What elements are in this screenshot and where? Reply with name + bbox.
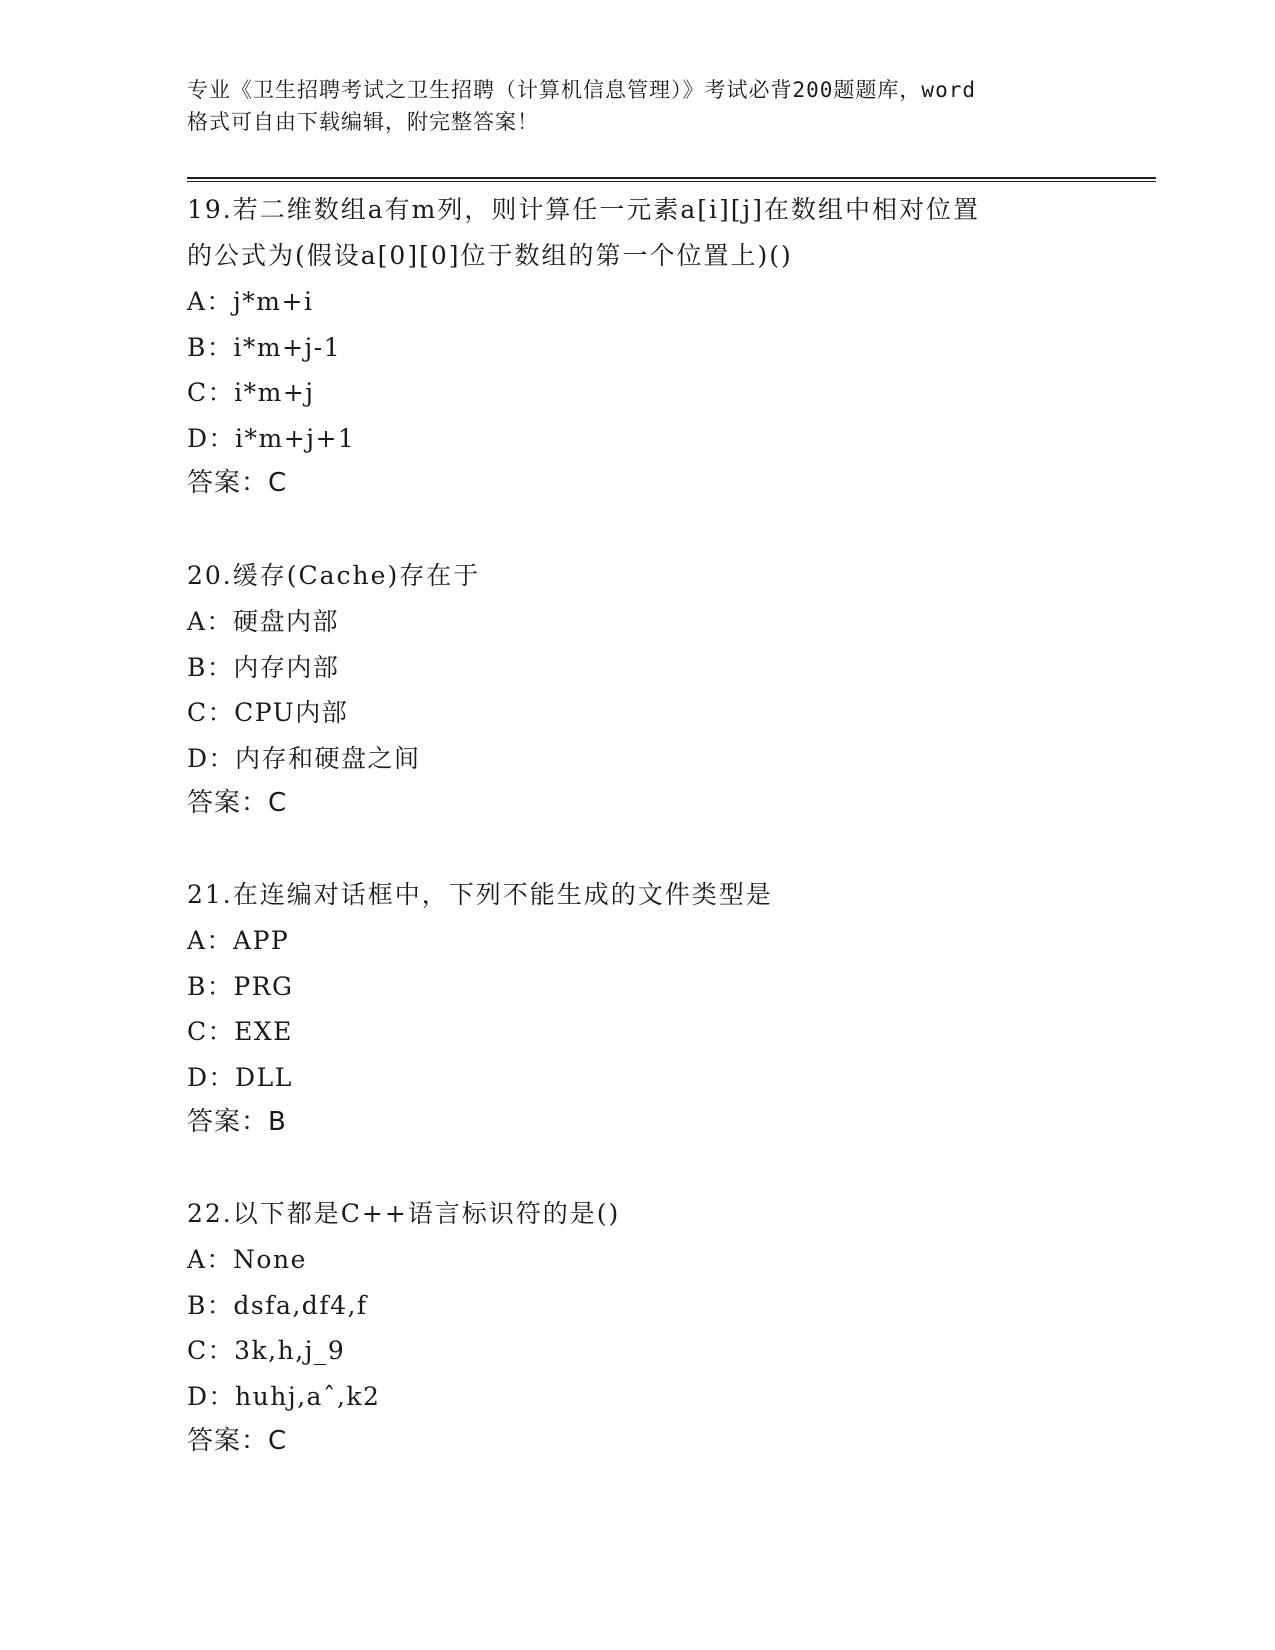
option-c: C：EXE [187, 1017, 293, 1046]
option-b: B：内存内部 [187, 652, 340, 682]
answer: 答案：B [187, 1107, 287, 1137]
question-20 [187, 553, 1087, 825]
header-line-1: 专业《卫生招聘考试之卫生招聘（计算机信息管理）》考试必背200题题库，word [187, 78, 976, 102]
answer: 答案：C [187, 1426, 288, 1456]
option-b: B：dsfa,df4,f [187, 1290, 368, 1320]
question-22 [187, 1191, 1087, 1463]
option-d: D：huhj,aˆ,k2 [187, 1381, 381, 1411]
answer: 答案：C [187, 788, 288, 818]
option-b: B：i*m+j-1 [187, 332, 342, 362]
option-d: D：i*m+j+1 [187, 423, 356, 453]
question-stem: 21.在连编对话框中，下列不能生成的文件类型是 [187, 880, 773, 909]
question-stem: 19.若二维数组a有m列，则计算任一元素a[i][j]在数组中相对位置 [187, 195, 981, 224]
question-stem: 22.以下都是C++语言标识符的是() [187, 1199, 621, 1228]
option-c: C：3k,h,j_9 [187, 1336, 346, 1365]
answer: 答案：C [187, 468, 288, 498]
option-a: A：硬盘内部 [187, 607, 340, 636]
option-d: D：内存和硬盘之间 [187, 743, 421, 773]
header-divider [187, 177, 1156, 182]
option-b: B：PRG [187, 971, 294, 1001]
option-c: C：i*m+j [187, 378, 315, 407]
question-21 [187, 872, 1087, 1144]
question-19 [187, 187, 1087, 505]
header-line-2: 格式可自由下载编辑，附完整答案！ [187, 110, 539, 134]
document-header [187, 74, 1087, 138]
option-c: C：CPU内部 [187, 698, 349, 727]
question-stem: 20.缓存(Cache)存在于 [187, 561, 481, 590]
option-a: A：None [187, 1245, 307, 1274]
question-stem-continued: 的公式为(假设a[0][0]位于数组的第一个位置上)() [187, 241, 793, 270]
option-d: D：DLL [187, 1062, 293, 1092]
option-a: A：APP [187, 926, 290, 955]
option-a: A：j*m+i [187, 287, 314, 316]
